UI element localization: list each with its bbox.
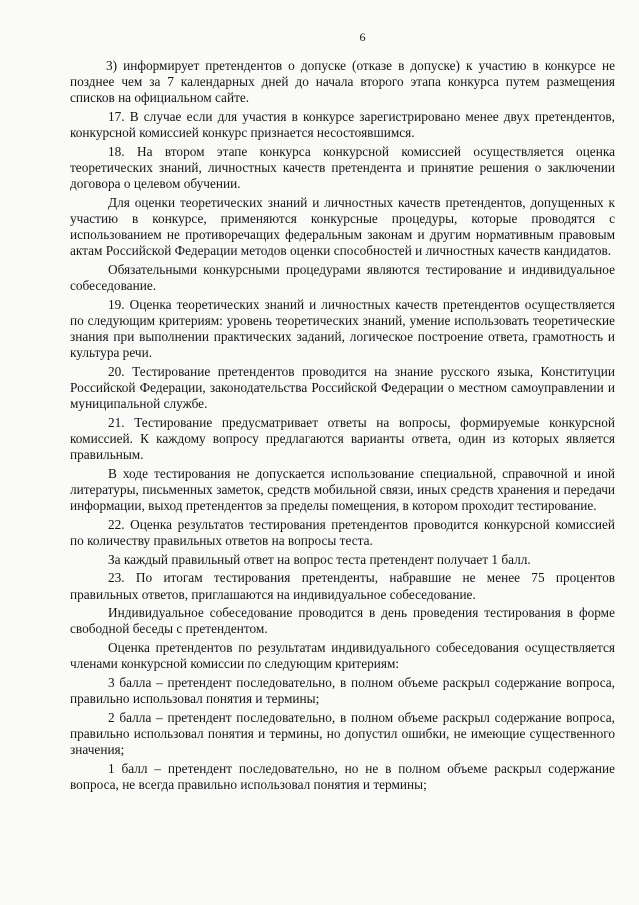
paragraph-clause-22: 22. Оценка результатов тестирования претендентов проводится конкурсной комиссией по количеству правильных ответов на вопросы теста. <box>70 517 615 549</box>
paragraph-clause-23: 23. По итогам тестирования претенденты, набравшие не менее 75 процентов правильных ответов, приглашаются на индивидуальное собеседование. <box>70 570 615 602</box>
paragraph-score-2: 2 балла – претендент последовательно, в полном объеме раскрыл содержание вопроса, правильно использовал понятия и термины, но допустил ошибки, не имеющие существенного значения; <box>70 709 615 757</box>
document-body <box>70 58 615 793</box>
paragraph-score-1: 1 балл – претендент последовательно, но не в полном объеме раскрыл содержание вопроса, не всегда правильно использовал понятия и термины; <box>70 760 615 792</box>
paragraph-clause-21: 21. Тестирование предусматривает ответы на вопросы, формируемые конкурсной комиссией. К каждому вопросу предлагаются варианты ответа, один из которых является правильным. <box>70 415 615 463</box>
paragraph-clause-19: 19. Оценка теоретических знаний и личностных качеств претендентов осуществляется по следующим критериям: уровень теоретических знаний, умение использовать теоретические знания при выполнении практических заданий, логическое построение ответа, грамотность и культура речи. <box>70 296 615 361</box>
paragraph-interview-format: Индивидуальное собеседование проводится в день проведения тестирования в форме свободной беседы с претендентом. <box>70 605 615 637</box>
paragraph-clause-17: 17. В случае если для участия в конкурсе зарегистрировано менее двух претендентов, конкурсной комиссией конкурс признается несостоявшимся. <box>70 109 615 141</box>
paragraph-testing-restrictions: В ходе тестирования не допускается использование специальной, справочной и иной литературы, письменных заметок, средств мобильной связи, иных средств хранения и передачи информации, выход претендентов за пределы помещения, в котором проходит тестирование. <box>70 466 615 514</box>
paragraph-item-3: 3) информирует претендентов о допуске (отказе в допуске) к участию в конкурсе не позднее чем за 7 календарных дней до начала второго этапа конкурса путем размещения списков на официальном сайте. <box>70 58 615 106</box>
paragraph-clause-18: 18. На втором этапе конкурса конкурсной комиссией осуществляется оценка теоретических знаний, личностных качеств претендента и принятие решения о заключении договора о целевом обучении. <box>70 143 615 192</box>
paragraph-score-3: 3 балла – претендент последовательно, в полном объеме раскрыл содержание вопроса, правильно использовал понятия и термины; <box>70 674 615 706</box>
paragraph-assessment-methods: Для оценки теоретических знаний и личностных качеств претендентов, допущенных к участию в конкурсе, применяются конкурсные процедуры, которые проводятся с использованием не противоречащих федеральным законам и другим нормативным правовым актам Российской Федерации методов оценки способностей и личностных качеств кандидатов. <box>70 194 615 259</box>
paragraph-interview-criteria: Оценка претендентов по результатам индивидуального собеседования осуществляется членами конкурсной комиссии по следующим критериям: <box>70 639 615 672</box>
paragraph-clause-20: 20. Тестирование претендентов проводится на знание русского языка, Конституции Российской Федерации, законодательства Российской Федерации о местном самоуправлении и муниципальной службе. <box>70 364 615 412</box>
paragraph-mandatory-procedures: Обязательными конкурсными процедурами являются тестирование и индивидуальное собеседование. <box>70 262 615 294</box>
page-number: 6 <box>359 30 366 44</box>
paragraph-point-per-answer: За каждый правильный ответ на вопрос теста претендент получает 1 балл. <box>108 551 531 567</box>
